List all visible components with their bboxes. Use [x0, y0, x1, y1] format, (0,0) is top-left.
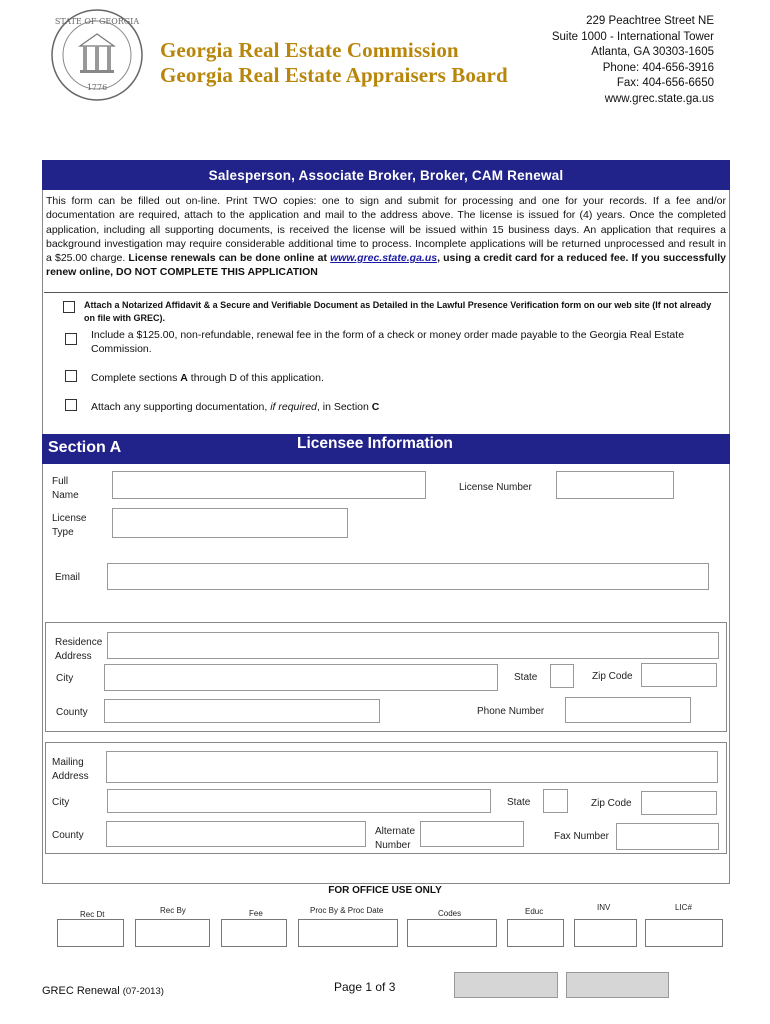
full-name-label	[52, 475, 79, 503]
address-street: 229 Peachtree Street NE	[586, 15, 714, 27]
checkbox-supporting-docs[interactable]	[65, 399, 77, 411]
checklist-docs-b: if required	[270, 401, 317, 413]
residence-address-label-1: Residence	[55, 637, 103, 648]
form-title: Salesperson, Associate Broker, Broker, CAM Renewal	[42, 160, 730, 190]
form-id: GREC Renewal	[42, 985, 120, 997]
org-name-commission: Georgia Real Estate Commission	[160, 38, 459, 62]
checklist-docs-a: Attach any supporting documentation,	[91, 401, 271, 413]
svg-text:STATE OF GEORGIA: STATE OF GEORGIA	[54, 17, 140, 26]
residence-state-field[interactable]	[550, 664, 574, 688]
form-instructions	[46, 194, 726, 280]
checklist-sections-a: Complete sections	[91, 372, 181, 384]
residence-address-label-2: Address	[55, 651, 92, 662]
section-a-title: Licensee Information	[297, 435, 453, 452]
residence-address-field[interactable]	[107, 632, 719, 659]
full-name-label-2: Name	[52, 490, 79, 501]
checklist-docs-c: , in Section	[316, 401, 372, 413]
residence-city-label: City	[56, 673, 74, 684]
phone-number-field[interactable]	[565, 697, 691, 723]
office-field-inv[interactable]	[574, 919, 637, 947]
org-name-appraisers-board: Georgia Real Estate Appraisers Board	[160, 63, 508, 87]
divider	[44, 292, 728, 293]
checkbox-renewal-fee[interactable]	[65, 333, 77, 345]
license-number-field[interactable]	[556, 471, 674, 499]
office-field-rec-dt[interactable]	[57, 919, 124, 947]
svg-text:1776: 1776	[86, 83, 108, 92]
email-field[interactable]	[107, 563, 709, 590]
office-label-codes: Codes	[438, 909, 462, 918]
checklist-docs-d: C	[371, 401, 380, 413]
full-name-label-1: Full	[52, 476, 69, 487]
mailing-city-label: City	[52, 797, 70, 808]
address-website: www.grec.state.ga.us	[604, 92, 714, 105]
page-indicator: Page 1 of 3	[334, 980, 396, 994]
email-label: Email	[55, 572, 81, 583]
mailing-address-field[interactable]	[106, 751, 718, 783]
checklist-sections-text	[91, 371, 324, 385]
checklist-sections-c: through D of this application.	[187, 372, 324, 384]
residence-zip-label: Zip Code	[592, 671, 633, 682]
office-label-rec-dt: Rec Dt	[80, 910, 105, 919]
residence-county-field[interactable]	[104, 699, 380, 723]
office-label-lic: LIC#	[675, 903, 692, 912]
checklist-fee-text: Include a $125.00, non-refundable, renewal fee in the form of a check or money order made payable to the Georgia Real Estate Commission.	[91, 329, 685, 355]
license-type-field[interactable]	[112, 508, 348, 538]
office-label-fee: Fee	[249, 909, 263, 918]
georgia-seal-logo	[50, 8, 144, 102]
office-field-codes[interactable]	[407, 919, 497, 947]
checklist-docs-text	[91, 400, 379, 414]
mailing-state-label: State	[507, 797, 531, 808]
office-use-title: FOR OFFICE USE ONLY	[328, 885, 442, 896]
next-page-button[interactable]	[566, 972, 669, 998]
office-label-proc-by: Proc By & Proc Date	[310, 906, 384, 915]
mailing-city-field[interactable]	[107, 789, 491, 813]
mailing-zip-label: Zip Code	[591, 798, 632, 809]
office-address	[552, 14, 714, 107]
license-type-label-2: Type	[52, 527, 74, 538]
address-phone: Phone: 404-656-3916	[602, 61, 714, 74]
checkbox-affidavit[interactable]	[63, 301, 75, 313]
phone-number-label: Phone Number	[477, 706, 545, 717]
mailing-address-label	[52, 756, 89, 784]
mailing-address-label-1: Mailing	[52, 757, 84, 768]
instructions-online-note: License renewals can be done online at	[128, 252, 327, 265]
alternate-number-field[interactable]	[420, 821, 524, 847]
instructions-text: This form can be filled out on-line. Print TWO copies: one to sign and submit for processing and one for your records. If a fee and/or documentation are required, attach to the application and mail to the address above. The license is issued for (4) years. Once the completed application, including all supporting documents, is received the license will be issued within 15 business days. An application that requires a background investigation may require considerable additional time to process. Incomplete applications will be returned unprocessed and result in a $25.00 charge.	[46, 195, 726, 265]
residence-zip-field[interactable]	[641, 663, 717, 687]
form-date: (07-2013)	[122, 986, 164, 997]
alternate-number-label-1: Alternate	[375, 826, 416, 837]
office-label-rec-by: Rec By	[160, 906, 186, 915]
section-a-header	[42, 434, 730, 464]
mailing-address-label-2: Address	[52, 771, 89, 782]
office-label-educ: Educ	[525, 907, 544, 916]
checklist-affidavit-text: Attach a Notarized Affidavit & a Secure and Verifiable Document as Detailed in the Lawful Presence Verification form on our web site (If not already on file with GREC).	[84, 300, 712, 323]
residence-address-label	[55, 636, 102, 664]
mailing-zip-field[interactable]	[641, 791, 717, 815]
fax-number-field[interactable]	[616, 823, 719, 850]
office-field-lic[interactable]	[645, 919, 723, 947]
checkbox-complete-sections[interactable]	[65, 370, 77, 382]
full-name-field[interactable]	[112, 471, 426, 499]
form-identifier	[42, 985, 164, 997]
office-field-proc-by[interactable]	[298, 919, 398, 947]
mailing-county-label: County	[52, 830, 84, 841]
license-type-label-1: License	[52, 513, 87, 524]
residence-state-label: State	[514, 672, 538, 683]
office-field-educ[interactable]	[507, 919, 564, 947]
alternate-number-label	[375, 825, 415, 853]
residence-city-field[interactable]	[104, 664, 498, 691]
mailing-county-field[interactable]	[106, 821, 366, 847]
office-field-fee[interactable]	[221, 919, 287, 947]
address-fax: Fax: 404-656-6650	[616, 77, 714, 89]
alternate-number-label-2: Number	[375, 840, 411, 851]
address-city: Atlanta, GA 30303-1605	[591, 46, 714, 58]
section-a-label: Section A	[48, 439, 122, 456]
instructions-online-note-2: , using a credit card for a reduced fee. If you successfully renew online, DO NOT COMPLETE THIS APPLICATION	[46, 252, 727, 279]
mailing-state-field[interactable]	[543, 789, 568, 813]
previous-page-button[interactable]	[454, 972, 558, 998]
address-suite: Suite 1000 - International Tower	[551, 30, 714, 43]
residence-county-label: County	[56, 707, 88, 718]
license-number-label: License Number	[459, 482, 532, 493]
office-field-rec-by[interactable]	[135, 919, 210, 947]
checklist-sections-b: A	[180, 372, 188, 384]
office-label-inv: INV	[597, 903, 611, 912]
website-link[interactable]: www.grec.state.ga.us	[330, 252, 438, 265]
license-type-label	[52, 512, 86, 540]
fax-number-label: Fax Number	[554, 831, 610, 842]
